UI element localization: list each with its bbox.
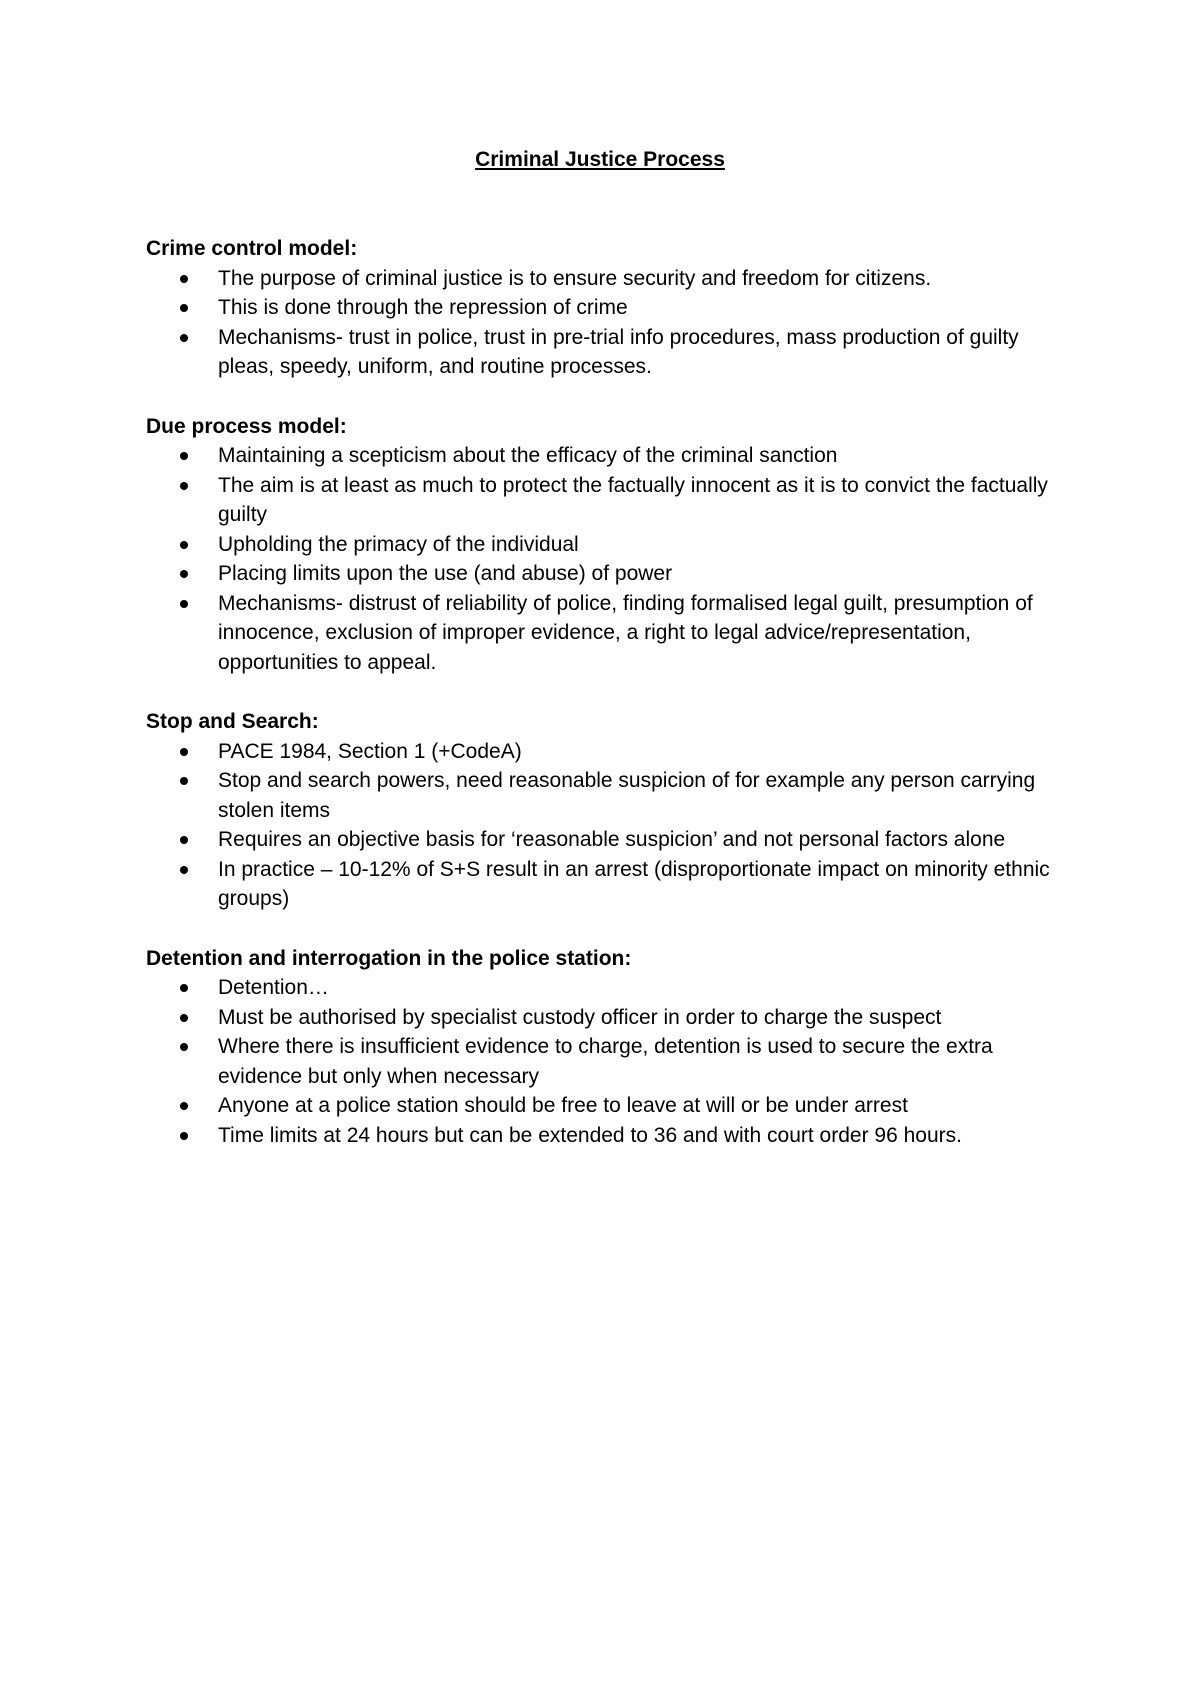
bullet-icon [180,1102,188,1110]
list-item [218,559,1066,589]
list-item-text: In practice – 10-12% of S+S result in an arrest (disproportionate impact on minority ethnic groups) [218,857,1050,910]
bullet-icon [180,452,188,460]
bullet-list [146,737,1066,914]
section-crime-control-model [146,234,1066,382]
bullet-icon [180,777,188,785]
list-item-text: Placing limits upon the use (and abuse) of power [218,562,673,585]
list-item [218,973,1066,1003]
bullet-list [146,973,1066,1150]
list-item-text: Maintaining a scepticism about the efficacy of the criminal sanction [218,444,838,467]
section-detention-and-interrogation [146,944,1066,1151]
list-item [218,1003,1066,1033]
list-item [218,766,1066,825]
section-stop-and-search [146,707,1066,914]
list-item [218,855,1066,914]
bullet-icon [180,570,188,578]
list-item-text: Anyone at a police station should be free to leave at will or be under arrest [218,1094,908,1117]
list-item-text: Stop and search powers, need reasonable suspicion of for example any person carrying stolen items [218,769,1036,822]
bullet-list [146,441,1066,677]
bullet-icon [180,275,188,283]
list-item-text: Mechanisms- distrust of reliability of police, finding formalised legal guilt, presumption of innocence, exclusion of improper evidence, a right to legal advice/representation, opportunities to appeal. [218,591,1033,674]
bullet-icon [180,482,188,490]
list-item-text: The purpose of criminal justice is to ensure security and freedom for citizens. [218,266,932,290]
bullet-icon [180,748,188,756]
section-heading: Crime control model: [146,237,358,260]
section-heading: Stop and Search: [146,710,319,733]
list-item [218,471,1066,530]
list-item-text: The aim is at least as much to protect the factually innocent as it is to convict the factually guilty [218,473,1048,526]
bullet-icon [180,304,188,312]
list-item-text: Detention… [218,976,329,999]
list-item-text: Requires an objective basis for ‘reasonable suspicion’ and not personal factors alone [218,828,1006,851]
list-item [218,1032,1066,1091]
list-item-text: Where there is insufficient evidence to charge, detention is used to secure the extra evidence but only when necessary [218,1035,993,1088]
list-item [218,293,1066,323]
section-heading: Detention and interrogation in the police station: [146,946,632,970]
list-item-text: Time limits at 24 hours but can be extended to 36 and with court order 96 hours. [218,1123,962,1147]
list-item [218,1091,1066,1121]
list-item [218,825,1066,855]
bullet-icon [180,600,188,608]
list-item [218,530,1066,560]
list-item-text: Upholding the primacy of the individual [218,532,579,556]
list-item-text: Must be authorised by specialist custody officer in order to charge the suspect [218,1005,942,1029]
bullet-icon [180,984,188,992]
list-item-text: Mechanisms- trust in police, trust in pre-trial info procedures, mass production of guilty pleas, speedy, uniform, and routine processes. [218,325,1019,378]
list-item [218,264,1066,294]
list-item [218,737,1066,767]
section-heading: Due process model: [146,414,347,438]
bullet-icon [180,334,188,342]
list-item [218,589,1066,678]
document-body [146,234,1066,1180]
bullet-icon [180,836,188,844]
list-item [218,1121,1066,1151]
bullet-icon [180,1014,188,1022]
bullet-icon [180,866,188,874]
list-item-text: This is done through the repression of crime [218,296,628,319]
list-item [218,323,1066,382]
bullet-icon [180,1043,188,1051]
bullet-list [146,264,1066,382]
list-item [218,441,1066,471]
bullet-icon [180,1132,188,1140]
bullet-icon [180,541,188,549]
document-title: Criminal Justice Process [475,148,725,171]
list-item-text: PACE 1984, Section 1 (+CodeA) [218,739,522,763]
section-due-process-model [146,412,1066,678]
